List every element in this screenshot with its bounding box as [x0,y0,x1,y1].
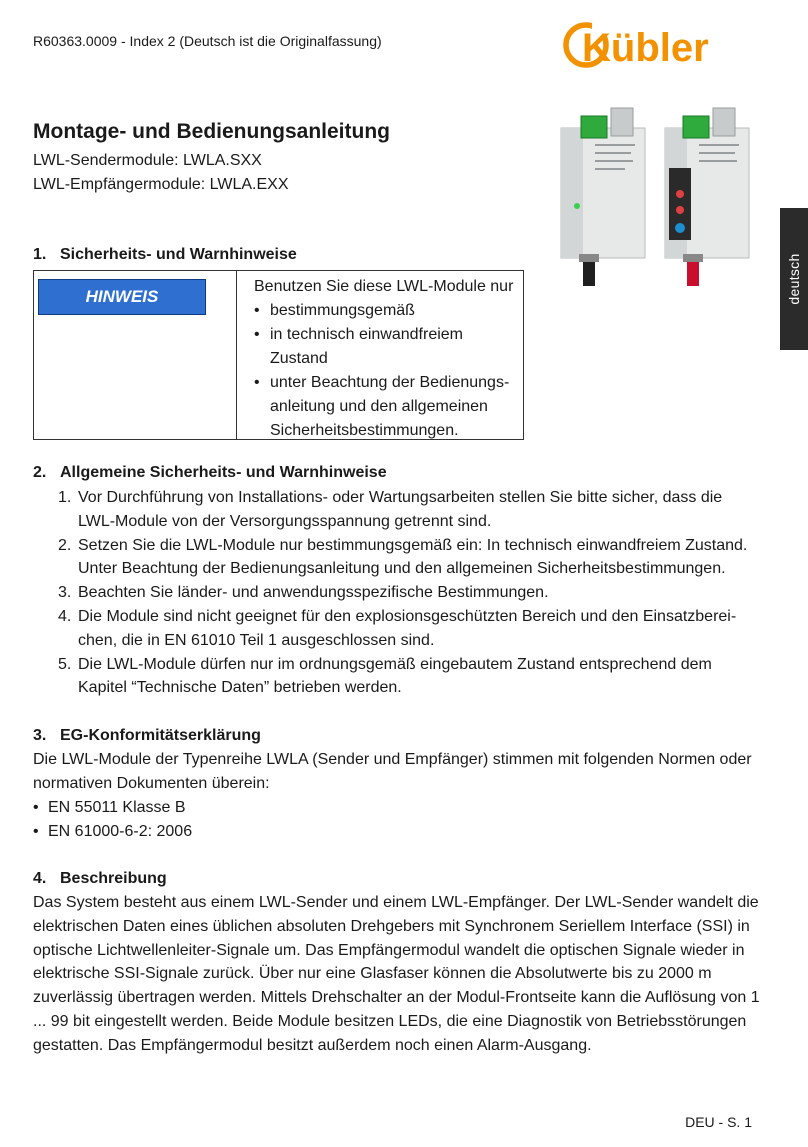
list-item [33,653,763,701]
language-tab-label: deutsch [786,253,802,305]
list-item [33,486,763,534]
notice-bullet-list [254,299,522,443]
list-item-text: Die LWL-Module dürfen nur im ordnungsgemäß eingebautem Zustand entsprechend dem Kapitel “Technische Daten” betrieben werden. [78,655,712,697]
notice-bullet: • unter Beachtung der Bedienungs-anleitung und den allgemeinen Sicherheitsbestimmungen. [254,371,522,443]
section-1-title: Sicherheits- und Warnhinweise [60,246,297,263]
list-item [33,534,763,582]
list-item [33,605,763,653]
section-3-heading [33,727,261,745]
section-4-title: Beschreibung [60,870,167,887]
notice-intro: Benutzen Sie diese LWL-Module nur [254,278,514,295]
section-3-title: EG-Konformitätserklärung [60,727,261,744]
product-image-lwl-modules [553,98,763,293]
page-number: DEU - S. 1 [685,1114,752,1130]
section-2-number: 2. [33,464,47,481]
section-1-number: 1. [33,246,47,263]
notice-text [254,275,522,443]
kuebler-logo [562,18,754,70]
document-reference: R60363.0009 - Index 2 (Deutsch ist die Originalfassung) [33,33,382,49]
section-2-list [33,486,763,700]
list-item-text: Beachten Sie länder- und anwendungsspezifische Bestimmungen. [78,584,549,602]
list-item-number: 2. [58,536,72,554]
hinweis-badge: HINWEIS [38,279,206,315]
list-item-text: Die Module sind nicht geeignet für den explosionsgeschützten Bereich und den Einsatzberei-chen, die in EN 61010 Teil 1 ausgeschlossen sind. [78,607,737,649]
list-item-text: Setzen Sie die LWL-Module nur bestimmungsgemäß ein: In technisch einwandfreiem Zustand. Unter Beachtung der Bedienungsanleitung und den allgemeinen Sicherheitsbestimmungen. [78,536,748,578]
section-3-number: 3. [33,727,47,744]
notice-box [33,270,524,440]
section-1-heading [33,246,297,264]
list-item-number: 3. [58,584,72,602]
list-item-number: 1. [58,489,72,506]
notice-divider [236,271,237,439]
notice-bullet: • in technisch einwandfreiem Zustand [254,323,522,371]
section-3-text: Die LWL-Module der Typenreihe LWLA (Sender und Empfänger) stimmen mit folgenden Normen oder normativen Dokumenten überein: [33,751,752,792]
list-item-text: Vor Durchführung von Installations- oder Wartungsarbeiten stellen Sie bitte sicher, dass die LWL-Module von der Versorgungsspannung getrennt sind. [78,489,723,530]
section-2-heading [33,464,387,482]
notice-bullet: • bestimmungsgemäß [254,299,522,323]
standard-bullet: • EN 61000-6-2: 2006 [33,820,192,844]
standard-bullet: • EN 55011 Klasse B [33,796,192,820]
list-item-number: 5. [58,655,72,673]
subtitle-receiver: LWL-Empfängermodule: LWLA.EXX [33,176,289,193]
section-4-number: 4. [33,870,47,887]
section-3-bullet-list [33,796,192,844]
list-item [33,581,763,605]
section-4-text: Das System besteht aus einem LWL-Sender und einem LWL-Empfänger. Der LWL-Sender wandelt die elektrischen Daten eines üblichen absoluten Drehgebers mit Synchronem Seriellem Interface (SSI) in optische Lichtwellenleiter-Signale um. Das Empfängermodul wandelt die optischen Signale wieder in elektrische SSI-Signale zurück. Über nur eine Glasfaser können die Absolutwerte bis zu 2000 m zuverlässig übertragen werden. Mittels Drehschalter an der Modul-Frontseite kann die Auflösung von 1 ... 99 bit eingestellt werden. Beide Module besitzen LEDs, die eine Diagnostik von Betriebsstörungen gestatten. Das Empfängermodul besitzt außerdem noch einen Alarm-Ausgang. [33,894,760,1054]
page-title: Montage- und Bedienungsanleitung [33,120,390,143]
language-tab[interactable] [780,208,808,350]
section-4-heading [33,870,167,888]
svg-text:Kübler: Kübler [582,26,709,70]
subtitle-sender: LWL-Sendermodule: LWLA.SXX [33,152,262,169]
list-item-number: 4. [58,607,72,625]
section-2-title: Allgemeine Sicherheits- und Warnhinweise [60,464,387,481]
